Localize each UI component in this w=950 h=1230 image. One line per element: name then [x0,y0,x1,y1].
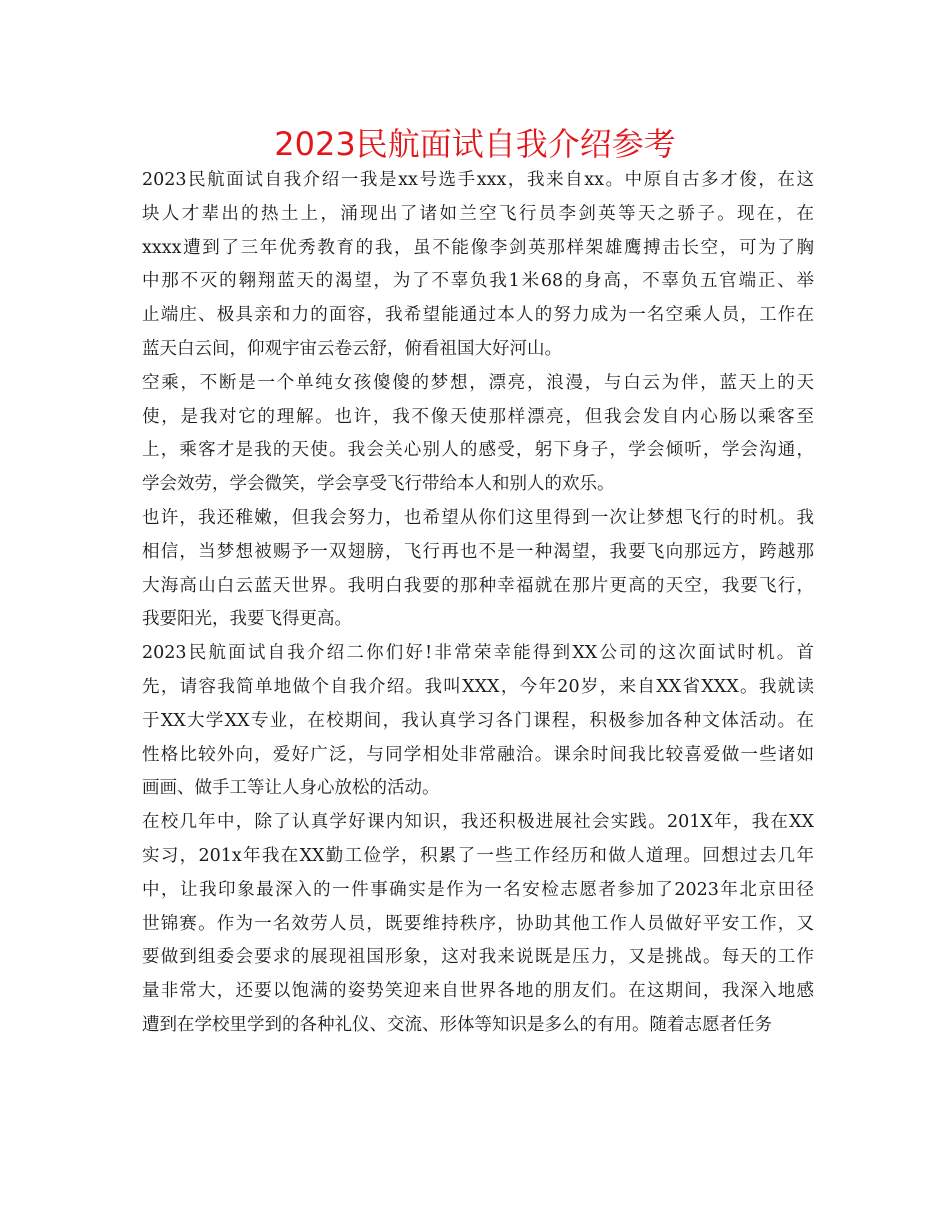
text-line: 在校几年中，除了认真学好课内知识，我还积极进展社会实践。201X年，我在XX [142,812,814,833]
text-line: 中，让我印象最深入的一件事确实是作为一名安检志愿者参加了2023年北京田径 [142,879,814,900]
text-line: 实习，201x年我在XX勤工俭学，积累了一些工作经历和做人道理。回想过去几年 [142,845,814,866]
text-line: 块人才辈出的热土上，涌现出了诸如兰空飞行员李剑英等天之骄子。现在，在 [142,203,814,224]
text-line: 学会效劳，学会微笑，学会享受飞行带给本人和别人的欢乐。 [142,474,615,495]
text-line: 画画、做手工等让人身心放松的活动。 [142,778,440,799]
text-line: 性格比较外向，爱好广泛，与同学相处非常融洽。课余时间我比较喜爱做一些诸如 [142,744,814,765]
text-line: 2023民航面试自我介绍二你们好!非常荣幸能得到XX公司的这次面试时机。首 [142,643,814,664]
text-line: 也许，我还稚嫩，但我会努力，也希望从你们这里得到一次让梦想飞行的时机。我 [142,507,814,528]
text-line: 中那不灭的翱翔蓝天的渴望，为了不辜负我1米68的身高，不辜负五官端正、举 [142,271,814,292]
paragraph [142,806,814,1043]
text-line: 我要阳光，我要飞得更高。 [142,609,352,630]
text-line: xxxx遭到了三年优秀教育的我，虽不能像李剑英那样架雄鹰搏击长空，可为了胸 [142,237,814,258]
text-line: 上，乘客才是我的天使。我会关心别人的感受，躬下身子，学会倾听，学会沟通， [142,440,814,461]
paragraph [142,164,814,367]
text-line: 先，请容我简单地做个自我介绍。我叫XXX，今年20岁，来自XX省XXX。我就读 [142,676,814,697]
text-line: 要做到组委会要求的展现祖国形象，这对我来说既是压力，又是挑战。每天的工作 [142,947,814,968]
text-line: 世锦赛。作为一名效劳人员，既要维持秩序，协助其他工作人员做好平安工作，又 [142,913,814,934]
text-line: 于XX大学XX专业，在校期间，我认真学习各门课程，积极参加各种文体活动。在 [142,710,814,731]
text-line: 大海高山白云蓝天世界。我明白我要的那种幸福就在那片更高的天空，我要飞行， [142,575,814,596]
text-line: 空乘，不断是一个单纯女孩傻傻的梦想，漂亮，浪漫，与白云为伴，蓝天上的天 [142,372,814,393]
text-line: 相信，当梦想被赐予一双翅膀，飞行再也不是一种渴望，我要飞向那远方，跨越那 [142,541,814,562]
text-line: 量非常大，还要以饱满的姿势笑迎来自世界各地的朋友们。在这期间，我深入地感 [142,981,814,1002]
document-body [142,164,814,1043]
text-line: 遭到在学校里学到的各种礼仪、交流、形体等知识是多么的有用。随着志愿者任务 [142,1014,772,1035]
text-line: 蓝天白云间，仰观宇宙云卷云舒，俯看祖国大好河山。 [142,338,562,359]
text-line: 使，是我对它的理解。也许，我不像天使那样漂亮，但我会发自内心肠以乘客至 [142,406,814,427]
paragraph [142,502,814,637]
text-line: 2023民航面试自我介绍一我是xx号选手xxx，我来自xx。中原自古多才俊，在这 [142,170,814,190]
paragraph [142,637,814,806]
text-line: 止端庄、极具亲和力的面容，我希望能通过本人的努力成为一名空乘人员，工作在 [142,305,814,326]
document-title: 2023民航面试自我介绍参考 [274,125,676,163]
paragraph [142,367,814,502]
